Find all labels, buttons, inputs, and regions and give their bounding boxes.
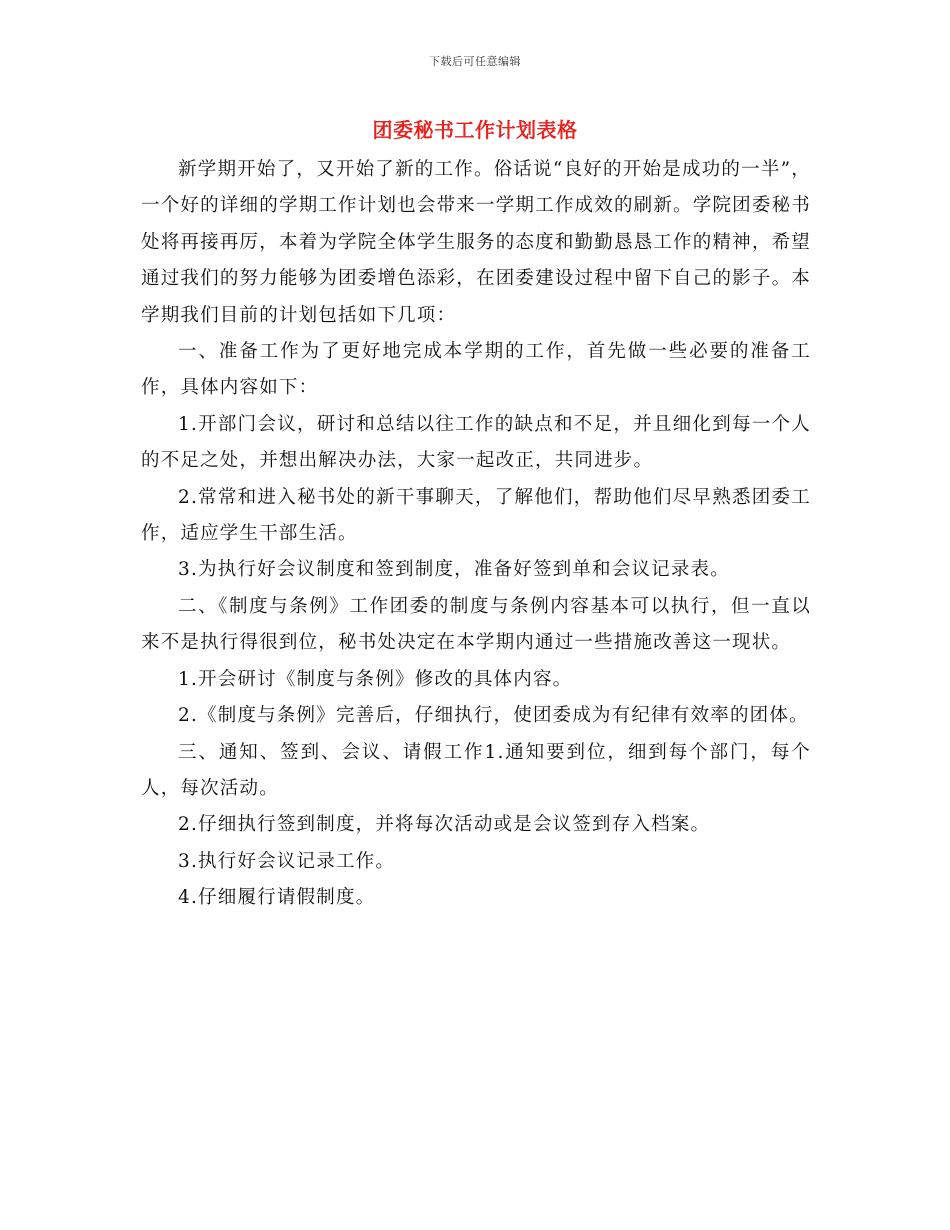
section-2-item-2: 2.《制度与条例》完善后，仔细执行，使团委成为有纪律有效率的团体。 [178, 705, 809, 727]
section-1-heading-paragraph: 一、准备工作为了更好地完成本学期的工作，首先做一些必要的准备工作，具体内容如下： [141, 341, 811, 399]
section-3-item-2: 2.仔细执行签到制度，并将每次活动或是会议签到存入档案。 [178, 814, 711, 836]
section-2-heading-paragraph: 二、《制度与条例》工作团委的制度与条例内容基本可以执行，但一直以来不是执行得很到位，秘书处决定在本学期内通过一些措施改善这一现状。 [141, 595, 811, 654]
section-2-item-1: 1.开会研讨《制度与条例》修改的具体内容。 [178, 668, 573, 690]
section-1-item-1: 1.开部门会议，研讨和总结以往工作的缺点和不足，并且细化到每一个人的不足之处，并想出解决办法，大家一起改正，共同进步。 [141, 413, 811, 472]
intro-paragraph: 新学期开始了，又开始了新的工作。俗话说“良好的开始是成功的一半”，一个好的详细的学期工作计划也会带来一学期工作成效的刷新。学院团委秘书处将再接再厉，本着为学院全体学生服务的态度和勤勤恳恳工作的精神，希望通过我们的努力能够为团委增色添彩，在团委建设过程中留下自己的影子。本学期我们目前的计划包括如下几项： [141, 159, 811, 326]
section-1-item-3: 3.为执行好会议制度和签到制度，准备好签到单和会议记录表。 [178, 559, 730, 581]
download-note: 下载后可任意编辑 [429, 55, 521, 68]
document-title: 团委秘书工作计划表格 [372, 118, 578, 142]
section-1-item-2: 2.常常和进入秘书处的新干事聊天，了解他们，帮助他们尽早熟悉团委工作，适应学生干部生活。 [141, 486, 811, 545]
section-3-heading-paragraph: 三、通知、签到、会议、请假工作1.通知要到位，细到每个部门，每个人，每次活动。 [141, 741, 811, 799]
section-3-item-4: 4.仔细履行请假制度。 [178, 887, 376, 909]
section-3-item-3: 3.执行好会议记录工作。 [178, 850, 396, 872]
document-body [141, 152, 811, 917]
